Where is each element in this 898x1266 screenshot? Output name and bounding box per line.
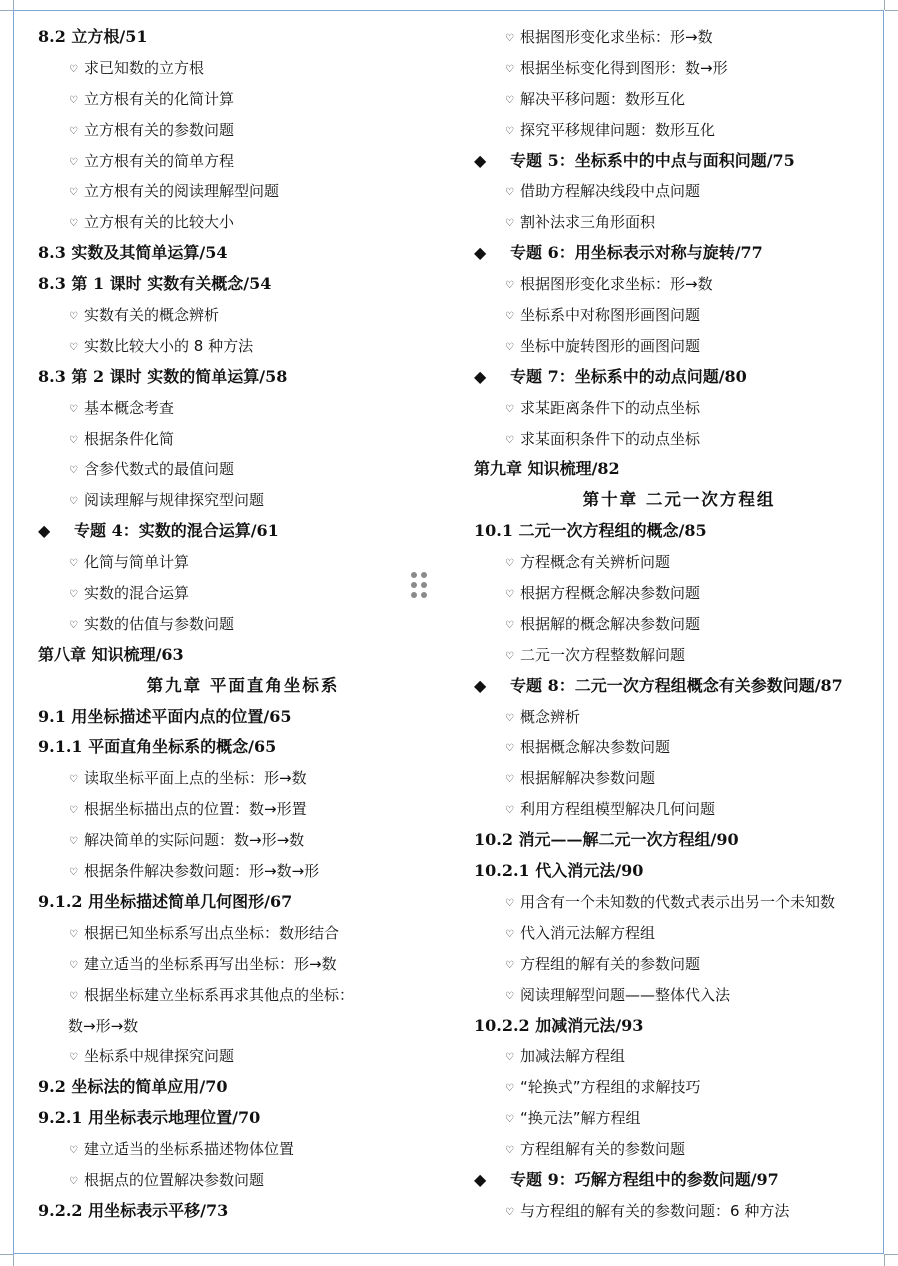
toc-item-text: 求已知数的立方根 [84, 58, 205, 77]
heart-outline-icon: ♡ [69, 465, 78, 477]
drag-handle-icon[interactable] [411, 572, 431, 604]
heading-text: 8.3 第 2 课时 实数的简单运算/58 [38, 366, 288, 386]
toc-item [474, 887, 884, 918]
toc-item-text: 立方根有关的阅读理解型问题 [84, 182, 280, 201]
toc-section-heading [38, 1072, 448, 1103]
crop-mark [884, 0, 885, 10]
diamond-icon: ◆ [474, 675, 487, 695]
special-topic-text: 专题 6：用坐标表示对称与旋转/77 [510, 243, 763, 263]
toc-item-text: 根据概念解决参数问题 [520, 738, 671, 757]
toc-item [474, 547, 884, 578]
toc-item [474, 393, 884, 424]
heart-outline-icon: ♡ [69, 434, 78, 446]
toc-item-text: 阅读理解与规律探究型问题 [84, 491, 265, 510]
special-topic-text: 专题 4：实数的混合运算/61 [74, 521, 279, 541]
toc-item-text: 根据图形变化求坐标：形→数 [520, 28, 713, 46]
toc-item-text: 根据条件解决参数问题：形→数→形 [84, 862, 320, 881]
heading-text: 9.2.1 用坐标表示地理位置/70 [38, 1108, 261, 1128]
heart-outline-icon: ♡ [505, 712, 514, 724]
toc-item [474, 763, 884, 794]
heart-outline-icon: ♡ [505, 990, 514, 1002]
crop-mark [13, 1254, 14, 1266]
heart-outline-icon: ♡ [505, 125, 514, 137]
toc-item-text: 实数比较大小的 8 种方法 [84, 336, 254, 355]
toc-item [38, 146, 448, 177]
toc-item-text: 根据条件化简 [84, 429, 175, 448]
heart-outline-icon: ♡ [69, 94, 78, 106]
special-topic-text: 专题 9：巧解方程组中的参数问题/97 [510, 1169, 779, 1189]
toc-item-text: 根据坐标描出点的位置：数→形置 [84, 800, 307, 819]
chapter-title-text: 第九章 平面直角坐标系 [146, 675, 340, 695]
toc-item [38, 393, 448, 424]
toc-item [38, 980, 448, 1011]
toc-item-text: 根据坐标建立坐标系再求其他点的坐标： [84, 985, 355, 1004]
heading-text: 9.1.2 用坐标描述简单几何图形/67 [38, 891, 293, 911]
toc-item [474, 1041, 884, 1072]
heading-text: 10.2 消元——解二元一次方程组/90 [474, 830, 739, 850]
toc-special-topic [474, 671, 884, 702]
toc-item [38, 331, 448, 362]
toc-item [38, 115, 448, 146]
toc-item [474, 578, 884, 609]
toc-item-text: 加减法解方程组 [520, 1047, 626, 1066]
chapter-title-text: 第十章 二元一次方程组 [582, 490, 776, 510]
heading-text: 8.2 立方根/51 [38, 27, 148, 46]
heart-outline-icon: ♡ [69, 805, 78, 817]
heading-text: 10.2.2 加减消元法/93 [474, 1015, 644, 1035]
heart-outline-icon: ♡ [505, 650, 514, 662]
toc-item [474, 1196, 884, 1227]
toc-item-text: “换元法”解方程组 [520, 1109, 641, 1128]
toc-item-text: 根据解解决参数问题 [520, 769, 656, 788]
toc-item [474, 331, 884, 362]
heart-outline-icon: ♡ [505, 774, 514, 786]
heart-outline-icon: ♡ [505, 33, 514, 44]
special-topic-text: 专题 5：坐标系中的中点与面积问题/75 [510, 150, 795, 170]
chapter-title [474, 485, 884, 516]
toc-item-text: 求某距离条件下的动点坐标 [520, 398, 701, 417]
heart-outline-icon: ♡ [69, 187, 78, 199]
toc-item [474, 1134, 884, 1165]
heart-outline-icon: ♡ [505, 311, 514, 323]
heading-text: 9.2.2 用坐标表示平移/73 [38, 1200, 229, 1220]
heart-outline-icon: ♡ [69, 341, 78, 353]
toc-section-heading [38, 887, 448, 918]
diamond-icon: ◆ [474, 150, 487, 170]
toc-item [474, 732, 884, 763]
heart-outline-icon: ♡ [505, 218, 514, 230]
toc-special-topic [474, 1165, 884, 1196]
toc-item [38, 485, 448, 516]
toc-item [38, 609, 448, 640]
toc-item-text: 根据坐标变化得到图形：数→形 [520, 58, 728, 77]
toc-item-text: 含参代数式的最值问题 [84, 460, 235, 479]
diamond-icon: ◆ [474, 243, 487, 263]
heading-text: 10.2.1 代入消元法/90 [474, 861, 644, 881]
heart-outline-icon: ♡ [505, 743, 514, 755]
toc-item-text: 坐标系中对称图形画图问题 [520, 306, 701, 325]
toc-item [474, 794, 884, 825]
toc-item-text: 坐标系中规律探究问题 [84, 1047, 235, 1066]
heart-outline-icon: ♡ [505, 94, 514, 106]
heart-outline-icon: ♡ [69, 1175, 78, 1187]
heart-outline-icon: ♡ [505, 1145, 514, 1157]
toc-special-topic [38, 516, 448, 547]
toc-section-heading [38, 22, 448, 53]
diamond-icon: ◆ [474, 1169, 487, 1189]
heart-outline-icon: ♡ [505, 187, 514, 199]
toc-item-text: 与方程组的解有关的参数问题：6 种方法 [520, 1201, 790, 1220]
toc-section-heading [38, 1196, 448, 1227]
toc-item-text: 借助方程解决线段中点问题 [520, 182, 701, 201]
heart-outline-icon: ♡ [505, 1114, 514, 1126]
toc-item-text: 实数的估值与参数问题 [84, 614, 235, 633]
toc-item-text: 立方根有关的参数问题 [84, 120, 235, 139]
toc-item [474, 1072, 884, 1103]
crop-mark [13, 0, 14, 10]
toc-section-heading [474, 454, 884, 485]
toc-section-heading [38, 732, 448, 763]
toc-item [38, 918, 448, 949]
toc-item-text: 代入消元法解方程组 [520, 923, 656, 942]
heart-outline-icon: ♡ [505, 619, 514, 631]
heart-outline-icon: ♡ [505, 280, 514, 292]
heart-outline-icon: ♡ [69, 558, 78, 570]
heart-outline-icon: ♡ [69, 1052, 78, 1064]
toc-item-text: 求某面积条件下的动点坐标 [520, 429, 701, 448]
toc-item-text: 解决平移问题：数形互化 [520, 89, 686, 108]
toc-item [38, 578, 448, 609]
special-topic-text: 专题 7：坐标系中的动点问题/80 [510, 366, 747, 386]
toc-item-text: 坐标中旋转图形的画图问题 [520, 336, 701, 355]
heading-text: 8.3 第 1 课时 实数有关概念/54 [38, 274, 272, 294]
toc-section-heading [38, 238, 448, 269]
heart-outline-icon: ♡ [69, 218, 78, 230]
toc-item [474, 702, 884, 733]
toc-item-text: 根据已知坐标系写出点坐标：数形结合 [84, 923, 340, 942]
toc-special-topic [474, 362, 884, 393]
toc-item [474, 269, 884, 300]
toc-item-text: 实数的混合运算 [84, 584, 190, 603]
heart-outline-icon: ♡ [505, 1206, 514, 1218]
toc-item [38, 454, 448, 485]
toc-item [474, 640, 884, 671]
toc-item [38, 176, 448, 207]
heart-outline-icon: ♡ [69, 1145, 78, 1157]
toc-item [474, 115, 884, 146]
crop-mark [884, 1254, 885, 1266]
toc-item-text: 割补法求三角形面积 [520, 213, 656, 232]
toc-item [474, 300, 884, 331]
heart-outline-icon: ♡ [69, 867, 78, 879]
heart-outline-icon: ♡ [505, 341, 514, 353]
heading-text: 9.2 坐标法的简单应用/70 [38, 1077, 228, 1097]
heart-outline-icon: ♡ [505, 1052, 514, 1064]
toc-item-text: 方程概念有关辨析问题 [520, 553, 671, 572]
toc-item-text: 根据图形变化求坐标：形→数 [520, 275, 713, 294]
toc-section-heading [474, 516, 884, 547]
heading-text: 第八章 知识梳理/63 [38, 644, 184, 664]
heart-outline-icon: ♡ [69, 990, 78, 1002]
toc-item-text: 根据方程概念解决参数问题 [520, 584, 701, 603]
heart-outline-icon: ♡ [69, 496, 78, 508]
toc-item-continuation [38, 1011, 448, 1042]
toc-item-text: 二元一次方程整数解问题 [520, 645, 686, 664]
toc-item [38, 547, 448, 578]
toc-item [38, 794, 448, 825]
heart-outline-icon: ♡ [69, 156, 78, 168]
heart-outline-icon: ♡ [69, 928, 78, 940]
toc-right-column [474, 22, 884, 1227]
toc-item [474, 176, 884, 207]
toc-section-heading [38, 269, 448, 300]
toc-section-heading [474, 856, 884, 887]
heart-outline-icon: ♡ [505, 403, 514, 415]
heart-outline-icon: ♡ [69, 589, 78, 601]
toc-section-heading [474, 825, 884, 856]
toc-item [474, 949, 884, 980]
toc-section-heading [38, 362, 448, 393]
chapter-title [38, 671, 448, 702]
heart-outline-icon: ♡ [69, 125, 78, 137]
toc-item-text: 化简与简单计算 [84, 553, 190, 572]
heart-outline-icon: ♡ [505, 434, 514, 446]
toc-item [474, 609, 884, 640]
toc-item-text: 方程组解有关的参数问题 [520, 1140, 686, 1159]
heart-outline-icon: ♡ [505, 805, 514, 817]
toc-item-text: 实数有关的概念辨析 [84, 306, 220, 325]
toc-item-text: 立方根有关的比较大小 [84, 213, 235, 232]
heading-text: 8.3 实数及其简单运算/54 [38, 243, 228, 263]
heart-outline-icon: ♡ [505, 558, 514, 570]
heart-outline-icon: ♡ [505, 63, 514, 75]
crop-mark [0, 10, 13, 11]
toc-item [474, 980, 884, 1011]
heart-outline-icon: ♡ [505, 897, 514, 909]
toc-item-text: 方程组的解有关的参数问题 [520, 954, 701, 973]
diamond-icon: ◆ [38, 521, 51, 541]
toc-item [38, 424, 448, 455]
toc-item [38, 1134, 448, 1165]
heading-text: 第九章 知识梳理/82 [474, 459, 620, 479]
heading-text: 9.1 用坐标描述平面内点的位置/65 [38, 706, 292, 726]
crop-mark [885, 10, 898, 11]
heading-text: 10.1 二元一次方程组的概念/85 [474, 521, 707, 541]
heart-outline-icon: ♡ [505, 959, 514, 971]
toc-item [474, 424, 884, 455]
toc-item [38, 1165, 448, 1196]
toc-left-column [38, 22, 448, 1227]
toc-item [474, 1103, 884, 1134]
toc-item [38, 763, 448, 794]
diamond-icon: ◆ [474, 366, 487, 386]
heart-outline-icon: ♡ [69, 63, 78, 75]
toc-section-heading [38, 702, 448, 733]
heart-outline-icon: ♡ [505, 928, 514, 940]
toc-item [474, 918, 884, 949]
toc-item-text: 立方根有关的化简计算 [84, 89, 235, 108]
toc-item-text: 根据点的位置解决参数问题 [84, 1170, 265, 1189]
toc-special-topic [474, 238, 884, 269]
crop-mark [0, 1254, 13, 1255]
toc-item-text: 概念辨析 [520, 707, 581, 726]
toc-special-topic [474, 146, 884, 177]
toc-item [474, 22, 884, 53]
toc-item-text: “轮换式”方程组的求解技巧 [520, 1078, 701, 1097]
toc-item [38, 856, 448, 887]
heart-outline-icon: ♡ [505, 1083, 514, 1095]
crop-mark [885, 1254, 898, 1255]
toc-item [474, 207, 884, 238]
toc-item [474, 84, 884, 115]
heart-outline-icon: ♡ [69, 403, 78, 415]
toc-item-text: 探究平移规律问题：数形互化 [520, 120, 716, 139]
toc-section-heading [38, 640, 448, 671]
toc-item [38, 300, 448, 331]
toc-item [474, 53, 884, 84]
heart-outline-icon: ♡ [69, 836, 78, 848]
toc-item [38, 84, 448, 115]
toc-item-text: 读取坐标平面上点的坐标：形→数 [84, 769, 307, 788]
toc-section-heading [474, 1011, 884, 1042]
toc-item-text: 根据解的概念解决参数问题 [520, 614, 701, 633]
toc-item [38, 53, 448, 84]
toc-item-text: 用含有一个未知数的代数式表示出另一个未知数 [520, 892, 836, 911]
toc-item-text: 利用方程组模型解决几何问题 [520, 800, 716, 819]
heart-outline-icon: ♡ [69, 311, 78, 323]
toc-item-text: 阅读理解型问题——整体代入法 [520, 985, 731, 1004]
heart-outline-icon: ♡ [69, 959, 78, 971]
toc-item-text: 数→形→数 [68, 1016, 139, 1035]
toc-item [38, 949, 448, 980]
heart-outline-icon: ♡ [69, 619, 78, 631]
toc-item-text: 立方根有关的简单方程 [84, 151, 235, 170]
toc-item-text: 基本概念考查 [84, 398, 175, 417]
toc-section-heading [38, 1103, 448, 1134]
special-topic-text: 专题 8：二元一次方程组概念有关参数问题/87 [510, 675, 843, 695]
toc-item [38, 1041, 448, 1072]
heart-outline-icon: ♡ [505, 589, 514, 601]
toc-item-text: 解决简单的实际问题：数→形→数 [84, 831, 305, 850]
heart-outline-icon: ♡ [69, 774, 78, 786]
toc-item [38, 825, 448, 856]
heading-text: 9.1.1 平面直角坐标系的概念/65 [38, 737, 277, 757]
toc-item-text: 建立适当的坐标系描述物体位置 [84, 1140, 295, 1159]
toc-item [38, 207, 448, 238]
toc-item-text: 建立适当的坐标系再写出坐标：形→数 [84, 954, 337, 973]
